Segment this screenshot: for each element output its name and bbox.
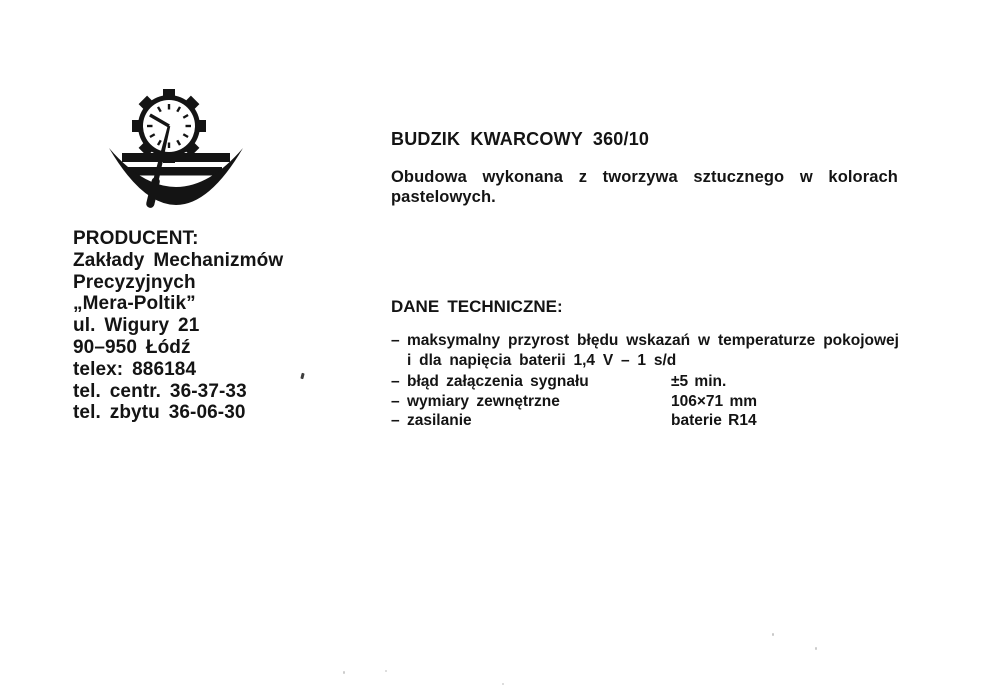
product-description bbox=[391, 168, 898, 207]
spec-item-signal-error bbox=[391, 372, 907, 392]
bullet-dash: – bbox=[391, 372, 400, 390]
producer-block bbox=[73, 228, 283, 424]
spec-value: 106×71 mm bbox=[671, 392, 758, 410]
scan-speck bbox=[300, 373, 304, 380]
spec-item-accuracy bbox=[391, 331, 907, 370]
producer-heading: PRODUCENT: bbox=[73, 228, 199, 249]
technical-heading: DANE TECHNICZNE: bbox=[391, 297, 563, 316]
scan-speck bbox=[502, 683, 504, 685]
bullet-dash: – bbox=[391, 332, 400, 349]
producer-line: „Mera-Poltik” bbox=[73, 293, 196, 315]
producer-line: 90–950 Łódź bbox=[73, 336, 191, 358]
scan-speck bbox=[343, 671, 345, 674]
description-line: Obudowa wykonana z tworzywa sztucznego w kolorach bbox=[391, 168, 898, 186]
bowl-stripes-icon bbox=[109, 148, 243, 205]
spec-label: błąd załączenia sygnału bbox=[407, 372, 589, 390]
spec-label: wymiary zewnętrzne bbox=[407, 392, 560, 410]
producer-line: Precyzyjnych bbox=[73, 271, 196, 293]
producer-line: tel. zbytu 36-06-30 bbox=[73, 402, 246, 424]
bullet-dash: – bbox=[391, 412, 400, 429]
spec-value: baterie R14 bbox=[671, 412, 757, 429]
scan-speck bbox=[385, 670, 387, 672]
spec-item-dimensions bbox=[391, 392, 907, 412]
scan-speck bbox=[772, 633, 774, 636]
producer-line: Zakłady Mechanizmów bbox=[73, 249, 284, 271]
spec-label: zasilanie bbox=[407, 412, 472, 429]
producer-line: ul. Wigury 21 bbox=[73, 315, 200, 337]
producer-line: tel. centr. 36-37-33 bbox=[73, 380, 247, 402]
scan-speck bbox=[815, 647, 817, 650]
product-title: BUDZIK KWARCOWY 360/10 bbox=[391, 129, 650, 149]
spec-label: maksymalny przyrost błędu wskazań w temperaturze pokojowej bbox=[407, 332, 899, 349]
spec-item-power bbox=[391, 411, 907, 431]
spec-label-continued: i dla napięcia baterii 1,4 V – 1 s/d bbox=[407, 351, 677, 369]
spec-value: ±5 min. bbox=[671, 372, 727, 390]
mera-logo-icon bbox=[109, 86, 243, 220]
bullet-dash: – bbox=[391, 392, 400, 410]
description-line: pastelowych. bbox=[391, 187, 496, 206]
producer-line: telex: 886184 bbox=[73, 358, 197, 380]
